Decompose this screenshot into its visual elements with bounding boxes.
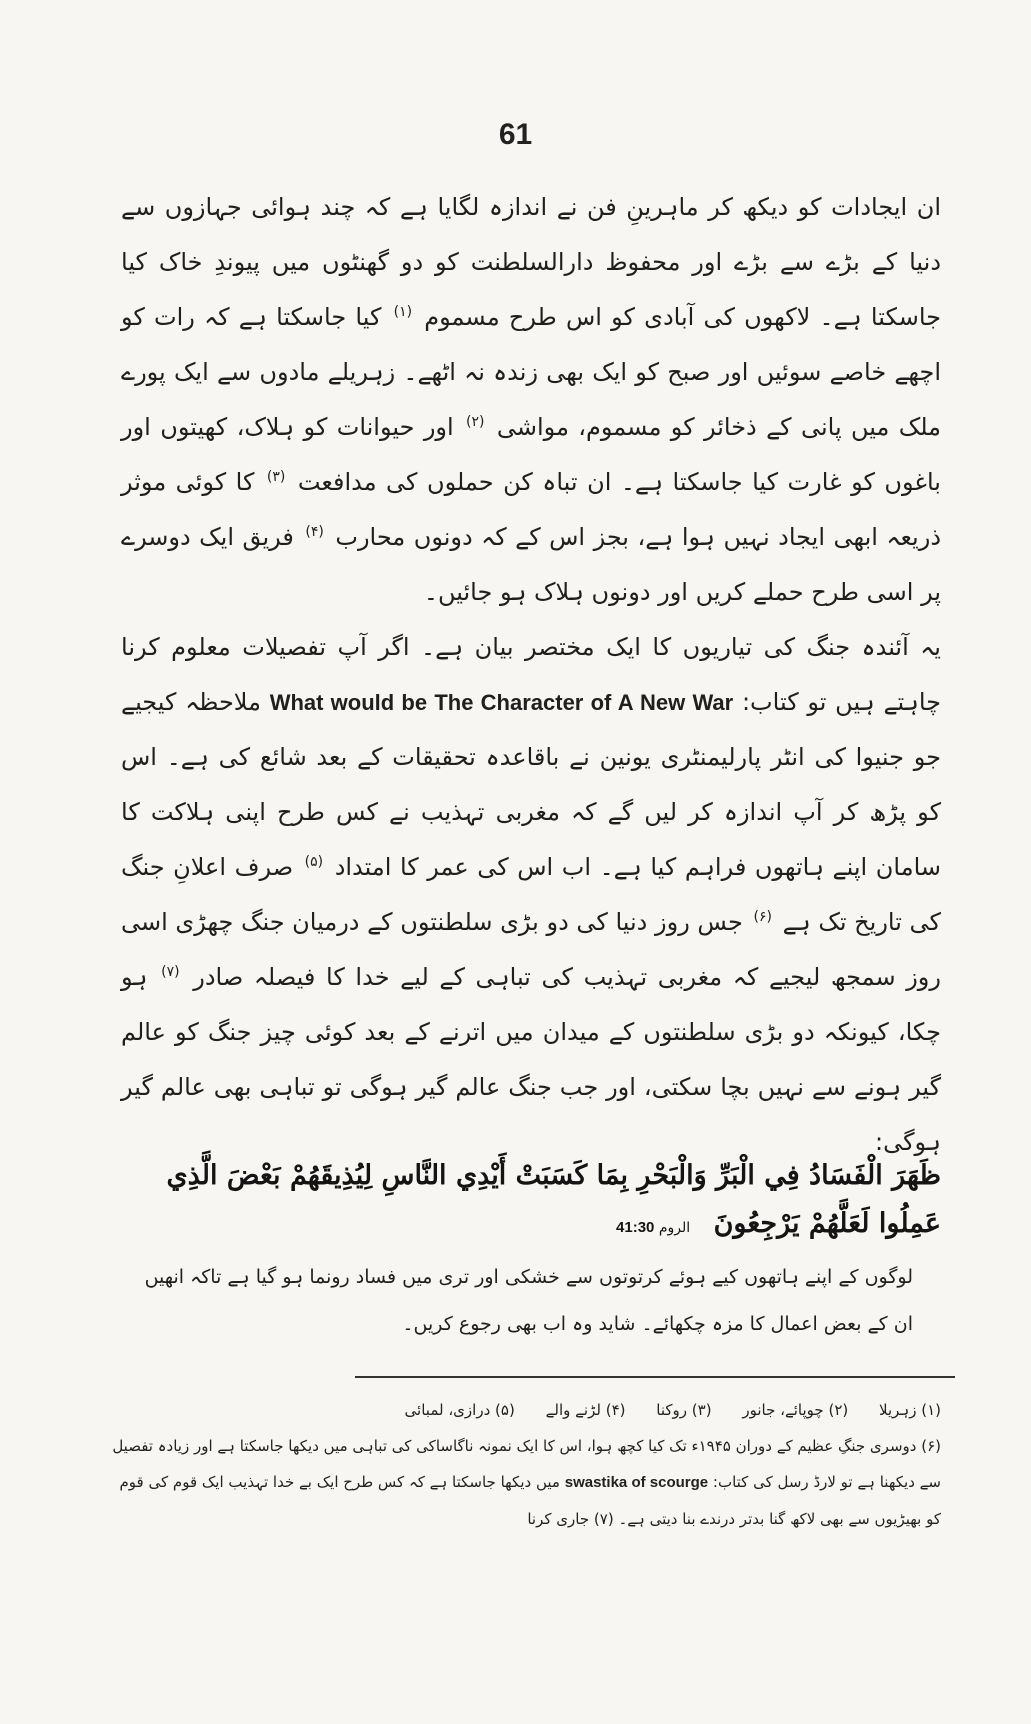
- footnote-ref-2: (۲): [466, 414, 485, 430]
- paragraph-1: [121, 180, 941, 620]
- paragraph-1-text-e: فریق ایک دوسرے پر اسی طرح حملے کریں اور دونوں ہلاک ہو جائیں۔: [121, 523, 941, 606]
- translation-line-1: لوگوں کے اپنے ہاتھوں کیے ہوئے کرتوتوں سے خشکی اور تری میں فساد رونما ہو گیا ہے تاکہ انھیں: [144, 1266, 913, 1288]
- paragraph-2-text-e: ہو چکا، کیونکہ دو بڑی سلطنتوں کے میدان میں اترنے کے بعد کوئی چیز جنگ کو عالم گیر ہونے سے نہیں بچا سکتی، اور جب جنگ عالم گیر ہوگی تو تباہی بھی عالم گیر ہوگی:: [121, 963, 941, 1156]
- paragraph-1-text-c: اور حیوانات کو ہلاک، کھیتوں اور باغوں کو غارت کیا جاسکتا ہے۔ ان تباہ کن حملوں کی مدافعت: [121, 413, 941, 496]
- footnote-6-text-a: (۶) دوسری جنگِ عظیم کے دوران ۱۹۴۵ء تک کیا کچھ ہوا، اس کا ایک نمونہ ناگاساکی کی تباہی میں دیکھا جاسکتا ہے اور زیادہ تفصیل سے دیکھنا ہے تو لارڈ رسل کی کتاب:: [112, 1437, 941, 1491]
- page-number: 61: [498, 118, 533, 151]
- footnote-6-book-title: swastika of scourge: [564, 1474, 709, 1491]
- body-text: [121, 180, 941, 1170]
- verse-translation: [103, 1254, 913, 1348]
- footnote-item-1: (۱) زہریلا: [879, 1401, 941, 1419]
- footnote-ref-3: (۳): [266, 469, 286, 485]
- footnote-ref-4: (۴): [305, 524, 324, 540]
- translation-line-2: ان کے بعض اعمال کا مزہ چکھائے۔ شاید وہ اب بھی رجوع کریں۔: [402, 1313, 913, 1335]
- footnote-item-2: (۲) چوپائے، جانور: [742, 1401, 849, 1419]
- footnote-glossary: [111, 1392, 941, 1428]
- paragraph-1-text-a: ان ایجادات کو دیکھ کر ماہرینِ فن نے اندازہ لگایا ہے کہ چند ہوائی جہازوں سے دنیا کے بڑے سے بڑے اور محفوظ دارالسلطنت کو دو گھنٹوں میں پیوندِ خاک کیا جاسکتا ہے۔ لاکھوں کی آبادی کو اس طرح مسموم: [121, 193, 942, 331]
- verse-line-1: ظَهَرَ الْفَسَادُ فِي الْبَرِّ وَالْبَحْرِ بِمَا كَسَبَتْ أَيْدِي النَّاسِ لِيُذِيقَهُمْ بَعْضَ الَّذِي: [166, 1160, 941, 1191]
- paragraph-2-text-c: صرف اعلانِ جنگ کی تاریخ تک ہے: [121, 853, 941, 936]
- footnote-divider: [355, 1376, 955, 1378]
- paragraph-2-text-d: جس روز دنیا کی دو بڑی سلطنتوں کے درمیان جنگ چھڑی اسی روز سمجھ لیجیے کہ مغربی تہذیب کی تباہی کے لیے خدا کا فیصلہ صادر: [121, 908, 941, 991]
- paragraph-1-text-d: کا کوئی موثر ذریعہ ابھی ایجاد نہیں ہوا ہے، بجز اس کے کہ دونوں محارب: [121, 468, 942, 551]
- verse-reference-number: 41:30: [616, 1219, 655, 1236]
- footnotes: [111, 1392, 941, 1537]
- footnote-7: (۷) جاری کرنا: [527, 1510, 614, 1528]
- footnote-item-4: (۴) لڑنے والے: [545, 1401, 626, 1419]
- footnote-ref-7: (۷): [161, 964, 180, 980]
- footnote-6: [111, 1428, 941, 1537]
- paragraph-2-text-a: یہ آئندہ جنگ کی تیاریوں کا ایک مختصر بیان ہے۔ اگر آپ تفصیلات معلوم کرنا چاہتے ہیں تو کتاب:: [121, 633, 941, 716]
- footnote-ref-5: (۵): [304, 854, 324, 870]
- verse-line-2-text: عَمِلُوا لَعَلَّهُمْ يَرْجِعُونَ: [713, 1208, 941, 1239]
- verse-reference: [616, 1220, 704, 1236]
- quran-verse: [101, 1152, 941, 1252]
- footnote-ref-6: (۶): [753, 909, 772, 925]
- verse-line-2: [101, 1200, 941, 1252]
- paragraph-2-text-b: ملاحظہ کیجیے جو جنیوا کی انٹر پارلیمنٹری یونین نے باقاعدہ تحقیقات کے بعد شائع کی ہے۔ اس کو پڑھ کر آپ اندازہ کر لیں گے کہ مغربی تہذیب نے کس طرح اپنی ہلاکت کا سامان اپنے ہاتھوں فراہم کیا ہے۔ اب اس کی عمر کا امتداد: [121, 688, 941, 881]
- footnote-item-3: (۳) روکنا: [656, 1401, 712, 1419]
- footnote-6-text-b: میں دیکھا جاسکتا ہے کہ کس طرح ایک بے خدا تہذیب ایک قوم کی قوم کو بھیڑیوں سے بھی لاکھ گنا بدتر درندے بنا دیتی ہے۔: [119, 1473, 941, 1528]
- verse-reference-surah: الروم: [658, 1220, 691, 1236]
- footnote-ref-1: (۱): [393, 304, 413, 320]
- paragraph-1-text-b: کیا جاسکتا ہے کہ رات کو اچھے خاصے سوئیں اور صبح کو ایک بھی زندہ نہ اٹھے۔ زہریلے مادوں سے ایک پورے ملک میں پانی کے ذخائر کو مسموم، مواشی: [121, 303, 941, 441]
- paragraph-2: [121, 620, 941, 1170]
- footnote-item-5: (۵) درازی، لمبائی: [404, 1401, 515, 1419]
- book-title: What would be The Character of A New War: [269, 690, 734, 715]
